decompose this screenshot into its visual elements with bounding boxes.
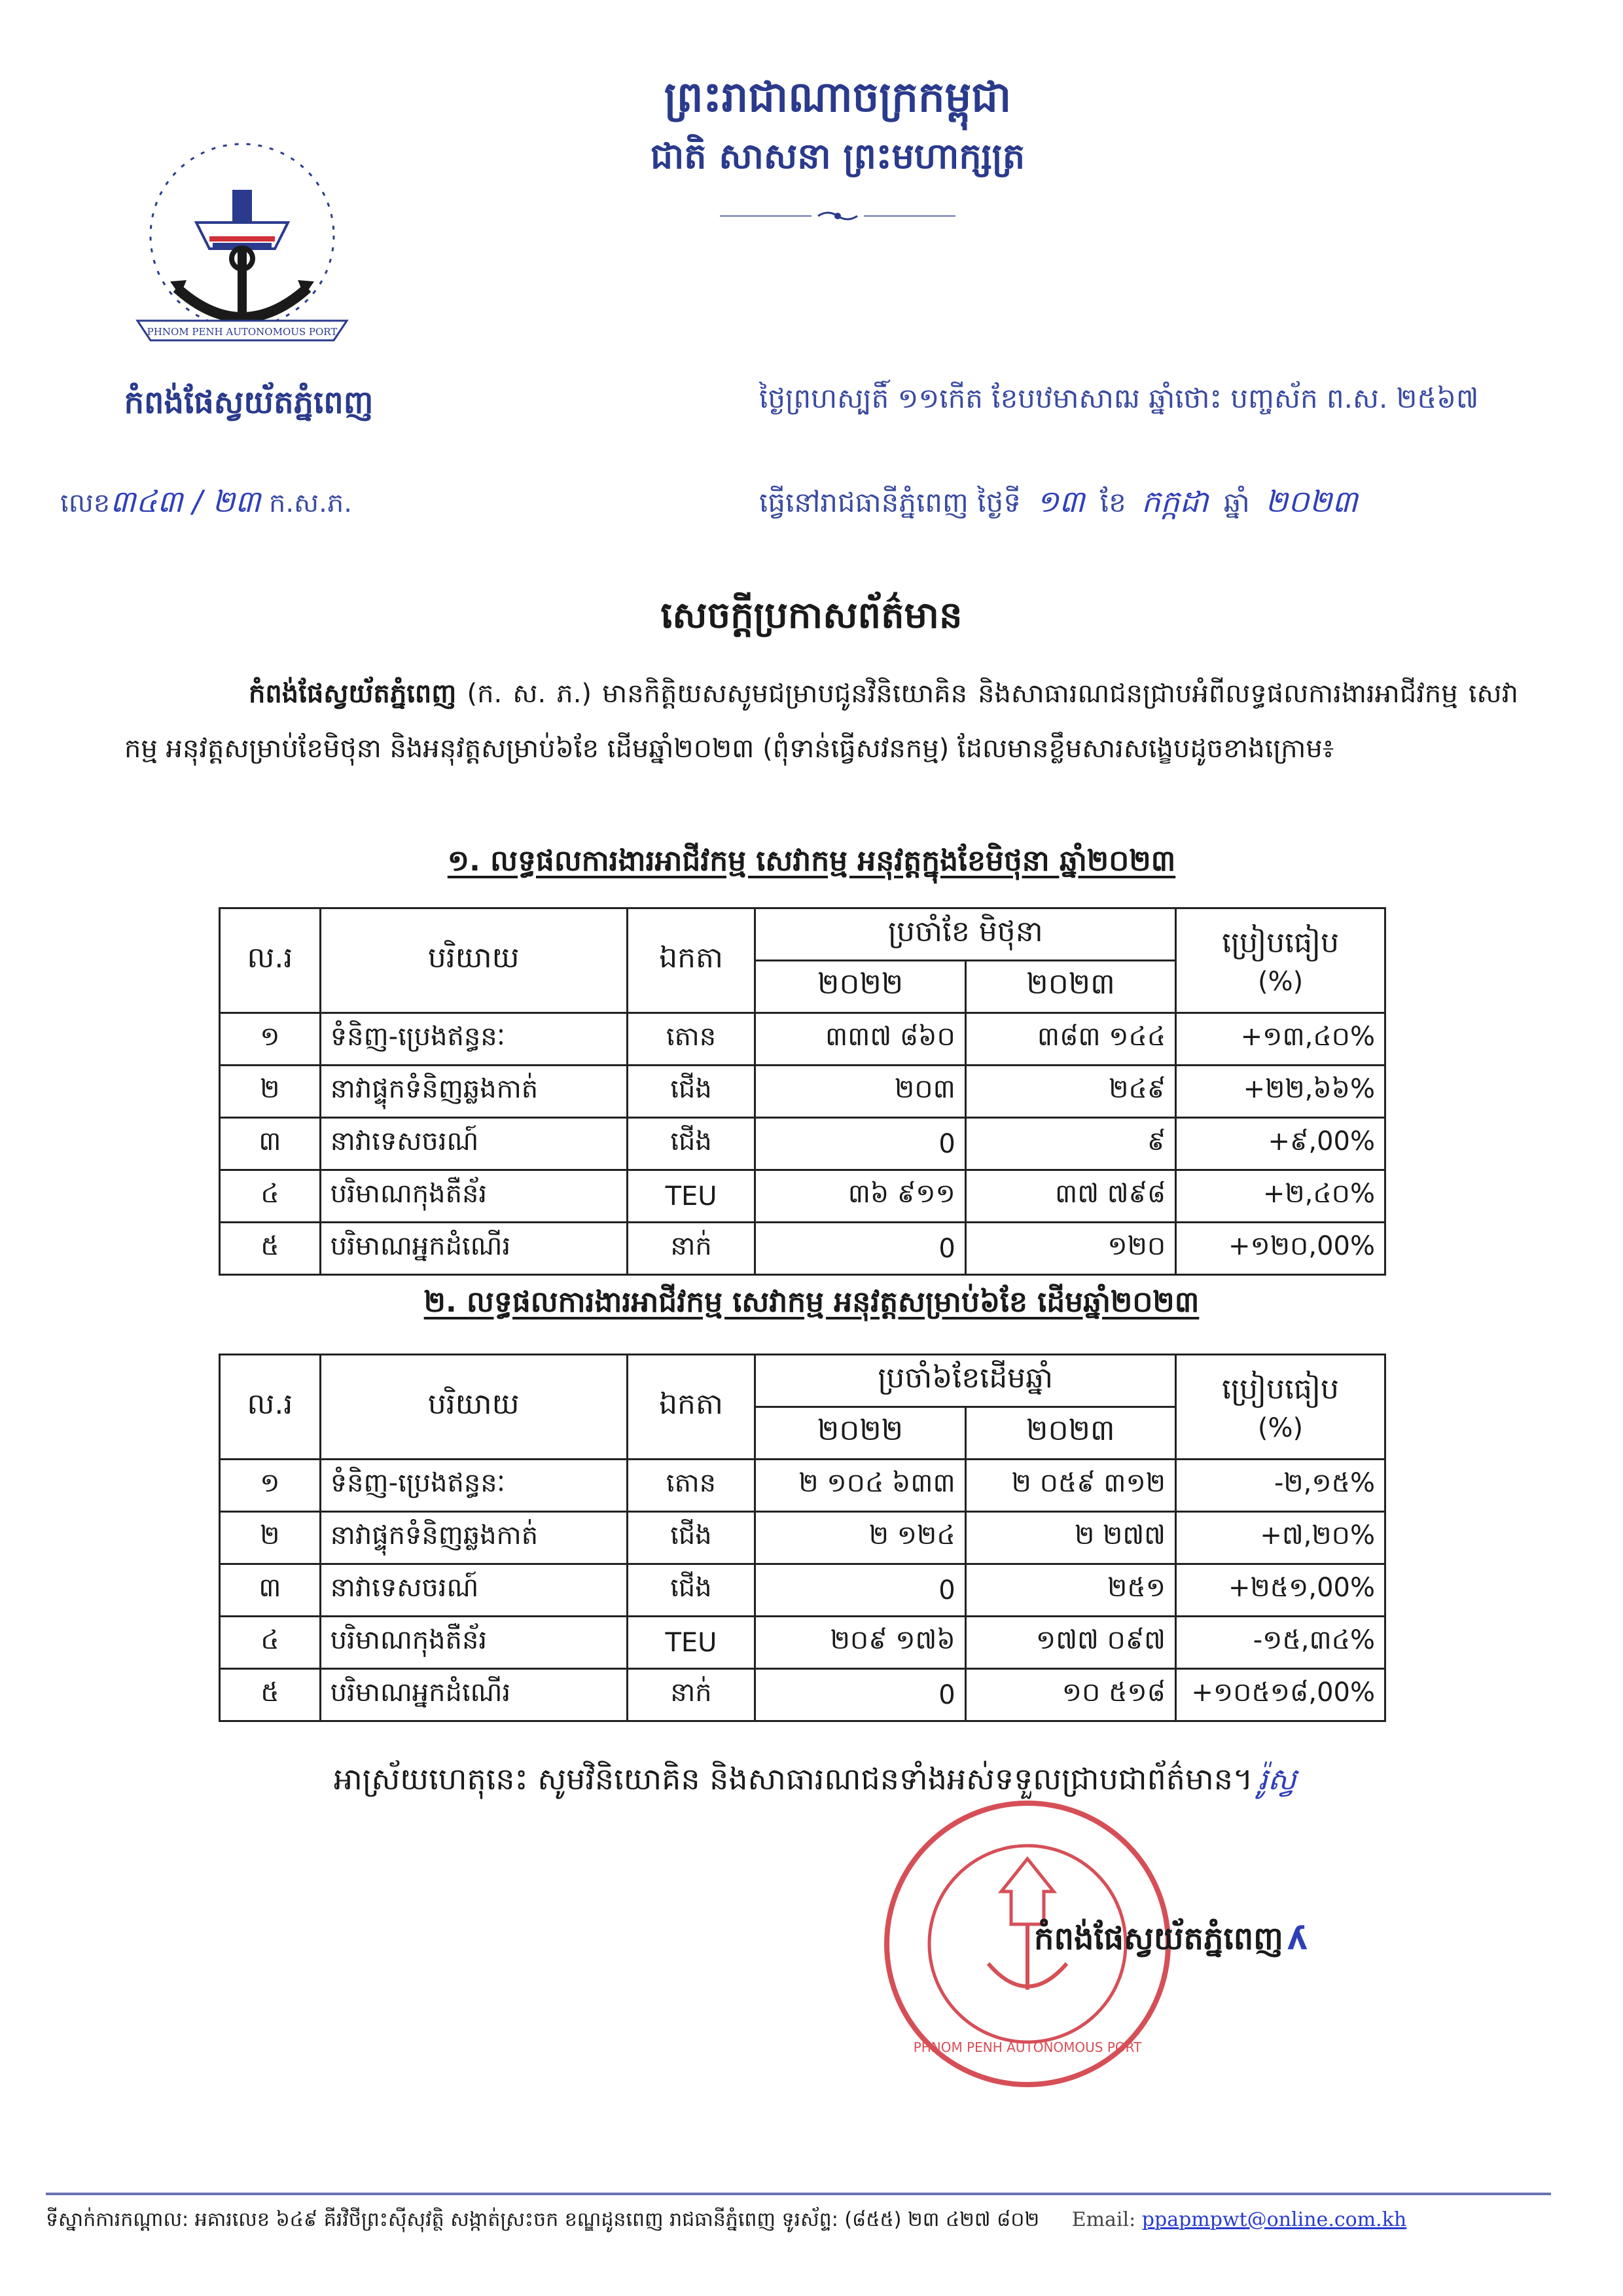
- row-value-2023: ៣៧ ៧៩៨: [965, 1170, 1175, 1223]
- year-label: ឆ្នាំ: [1223, 486, 1250, 518]
- row-value-2022: 0: [755, 1564, 965, 1617]
- col-desc-header: បរិយាយ: [320, 908, 627, 1013]
- row-desc: ទំនិញ-ប្រេងឥន្ធនៈ: [320, 1460, 627, 1512]
- intro-body: (ក. ស. ភ.) មានកិត្តិយសសូមជម្រាបជូនវិនិយោគិន និងសាធារណជនជ្រាបអំពីលទ្ធផលការងារអាជីវកម្ម សេវាកម្ម អនុវត្តសម្រាប់ខែមិថុនា និងអនុវត្តសម្រាប់៦ខែ ដើមឆ្នាំ២០២៣ (ពុំទាន់ធ្វើសវនកម្ម) ដែលមានខ្លឹមសារសង្ខេបដូចខាងក្រោម៖: [124, 679, 1518, 764]
- row-value-2023: ១២០: [965, 1223, 1175, 1275]
- col-year-b-header: ២០២៣: [965, 961, 1175, 1013]
- compare-label: ប្រៀបធៀប: [1222, 1372, 1339, 1406]
- letter-suffix: ក.ស.ភ.: [268, 488, 352, 518]
- table-row: [220, 1564, 1385, 1617]
- col-year-a-header: ២០២២: [755, 1407, 965, 1460]
- section-1-heading: ១. លទ្ធផលការងារអាជីវកម្ម សេវាកម្ម អនុវត្តក្នុងខែមិថុនា ឆ្នាំ២០២៣: [447, 844, 1176, 878]
- national-motto: ជាតិ សាសនា ព្រះមហាក្សត្រ: [650, 135, 1026, 177]
- table-row: [220, 1066, 1385, 1118]
- col-desc-header: បរិយាយ: [320, 1355, 627, 1460]
- row-compare: -២,១៥%: [1176, 1460, 1385, 1512]
- col-period-header: ប្រចាំខែ មិថុនា: [755, 908, 1176, 961]
- row-value-2022: ២ ១០៤ ៦៣៣: [755, 1460, 965, 1512]
- section-2-heading: ២. លទ្ធផលការងារអាជីវកម្ម សេវាកម្ម អនុវត្តសម្រាប់៦ខែ ដើមឆ្នាំ២០២៣: [423, 1285, 1200, 1319]
- stamp-text: PHNOM PENH AUTONOMOUS PORT: [913, 2039, 1142, 2055]
- col-compare-header: [1176, 908, 1385, 1013]
- row-unit: ជើង: [627, 1066, 755, 1118]
- row-value-2023: ២ ២៧៧: [965, 1512, 1175, 1564]
- intro-paragraph: [124, 666, 1518, 776]
- row-value-2023: ៩: [965, 1118, 1175, 1170]
- handwritten-initials: រ៉ូស្វ: [1258, 1761, 1296, 1797]
- footer-address: ទីស្នាក់ការកណ្តាល: អគារលេខ ៦៤៩ គីរវិថីព្រះស៊ីសុវត្ថិ សង្កាត់ស្រះចក ខណ្ឌដូនពេញ រាជធានីភ្នំពេញ ទូរស័ព្ទ: (៨៥៥) ២៣ ៤២៧ ៨០២: [46, 2208, 1040, 2231]
- ornament-divider: [720, 208, 955, 224]
- row-no: ៥: [220, 1669, 321, 1721]
- row-compare: +១២០,00%: [1176, 1223, 1385, 1275]
- row-desc: បរិមាណអ្នកដំណើរ: [320, 1223, 627, 1275]
- row-unit: ជើង: [627, 1564, 755, 1617]
- row-compare: +២,៤០%: [1176, 1170, 1385, 1223]
- row-desc: នាវាផ្ទុកទំនិញឆ្លងកាត់: [320, 1512, 627, 1564]
- row-value-2022: ២០៩ ១៧៦: [755, 1617, 965, 1669]
- row-no: ៣: [220, 1564, 321, 1617]
- percent-label: (%): [1257, 1412, 1304, 1443]
- port-logo: [118, 124, 366, 373]
- table-row: [220, 1170, 1385, 1223]
- intro-lead: កំពង់ផែស្វយ័តភ្នំពេញ: [249, 679, 457, 709]
- place-date: [759, 483, 1364, 527]
- row-no: ៥: [220, 1223, 321, 1275]
- row-desc: ទំនិញ-ប្រេងឥន្ធនៈ: [320, 1013, 627, 1066]
- letter-prefix: លេខ: [60, 488, 111, 518]
- compare-label: ប្រៀបធៀប: [1222, 925, 1340, 960]
- row-value-2022: 0: [755, 1118, 965, 1170]
- row-value-2022: 0: [755, 1223, 965, 1275]
- table-row: [220, 1118, 1385, 1170]
- row-no: ២: [220, 1512, 321, 1564]
- row-value-2023: ៣៨៣ ១៤៤: [965, 1013, 1175, 1066]
- col-period-header: ប្រចាំ៦ខែដើមឆ្នាំ: [755, 1355, 1176, 1407]
- col-year-a-header: ២០២២: [755, 961, 965, 1013]
- row-no: ៤: [220, 1170, 321, 1223]
- row-unit: តោន: [627, 1460, 755, 1512]
- table-row: [220, 1013, 1385, 1066]
- document-title: សេចក្តីប្រកាសព័ត៌មាន: [660, 594, 963, 637]
- col-unit-header: ឯកតា: [627, 1355, 755, 1460]
- row-compare: +២៥១,00%: [1176, 1564, 1385, 1617]
- row-value-2023: ១០ ៥១៨: [965, 1669, 1175, 1721]
- row-unit: តោន: [627, 1013, 755, 1066]
- row-compare: -១៥,៣៤%: [1176, 1617, 1385, 1669]
- row-compare: +២២,៦៦%: [1176, 1066, 1385, 1118]
- col-compare-header: [1176, 1355, 1385, 1460]
- row-value-2022: ២ ១២៤: [755, 1512, 965, 1564]
- row-value-2023: ២៤៩: [965, 1066, 1175, 1118]
- row-desc: បរិមាណកុងតឺន័រ: [320, 1617, 627, 1669]
- day-value: ១៣: [1036, 484, 1085, 519]
- row-compare: +១៣,៤០%: [1176, 1013, 1385, 1066]
- col-unit-header: ឯកតា: [627, 908, 755, 1013]
- row-unit: នាក់: [627, 1223, 755, 1275]
- email-label: Email:: [1071, 2208, 1136, 2231]
- half-year-results-table: [219, 1354, 1386, 1722]
- table-row: [220, 1669, 1385, 1721]
- row-value-2023: ១៧៧ ០៩៧: [965, 1617, 1175, 1669]
- row-value-2022: ៣៦ ៩១១: [755, 1170, 965, 1223]
- col-no-header: ល.រ: [220, 908, 321, 1013]
- row-unit: ជើង: [627, 1512, 755, 1564]
- row-value-2022: ៣៣៧ ៨៦០: [755, 1013, 965, 1066]
- lunar-date: ថ្ងៃព្រហស្បតិ៍ ១១កើត ខែបឋមាសាឍ ឆ្នាំថោះ បញ្ចស័ក ព.ស. ២៥៦៧: [759, 382, 1479, 414]
- row-value-2023: ២៥១: [965, 1564, 1175, 1617]
- row-unit: TEU: [627, 1617, 755, 1669]
- col-year-b-header: ២០២៣: [965, 1407, 1175, 1460]
- row-desc: នាវាទេសចរណ៍: [320, 1118, 627, 1170]
- place-date-prefix: ធ្វើនៅរាជធានីភ្នំពេញ ថ្ងៃទី: [759, 486, 1021, 518]
- conclusion-body: អាស្រ័យហេតុនេះ សូមវិនិយោគិន និងសាធារណជនទាំងអស់ទទួលជ្រាបជាព័ត៌មាន។: [334, 1761, 1253, 1797]
- row-desc: នាវាផ្ទុកទំនិញឆ្លងកាត់: [320, 1066, 627, 1118]
- percent-label: (%): [1257, 966, 1304, 997]
- row-value-2022: 0: [755, 1669, 965, 1721]
- monthly-results-table: [219, 907, 1386, 1276]
- row-unit: ជើង: [627, 1118, 755, 1170]
- row-value-2023: ២ ០៥៩ ៣១២: [965, 1460, 1175, 1512]
- signature-mark: ʎ: [1287, 1920, 1308, 1957]
- signatory-label: កំពង់ផែស្វយ័តភ្នំពេញ: [1034, 1920, 1283, 1957]
- month-label: ខែ: [1099, 486, 1126, 518]
- row-desc: បរិមាណអ្នកដំណើរ: [320, 1669, 627, 1721]
- table-row: [220, 1223, 1385, 1275]
- signatory-name: [1034, 1919, 1308, 1965]
- table-row: [220, 1617, 1385, 1669]
- letter-number-value: ៣៤៣ / ២៣: [110, 484, 261, 519]
- row-value-2022: ២០៣: [755, 1066, 965, 1118]
- month-value: កក្កដា: [1141, 484, 1209, 519]
- row-no: ១: [220, 1460, 321, 1512]
- email-link[interactable]: ppapmpwt@online.com.kh: [1141, 2208, 1407, 2231]
- footer: [46, 2207, 1577, 2236]
- row-no: ៣: [220, 1118, 321, 1170]
- table-row: [220, 1460, 1385, 1512]
- row-desc: បរិមាណកុងតឺន័រ: [320, 1170, 627, 1223]
- logo-ribbon-text: PHNOM PENH AUTONOMOUS PORT: [147, 326, 338, 338]
- org-name: កំពង់ផែស្វយ័តភ្នំពេញ: [124, 384, 374, 421]
- year-value: ២០២៣: [1265, 484, 1358, 519]
- row-no: ២: [220, 1066, 321, 1118]
- row-unit: TEU: [627, 1170, 755, 1223]
- letter-number: [60, 483, 352, 527]
- row-no: ៤: [220, 1617, 321, 1669]
- row-no: ១: [220, 1013, 321, 1066]
- kingdom-heading: ព្រះរាជាណាចក្រកម្ពុជា: [664, 73, 1012, 122]
- table-row: [220, 1512, 1385, 1564]
- row-desc: នាវាទេសចរណ៍: [320, 1564, 627, 1617]
- col-no-header: ល.រ: [220, 1355, 321, 1460]
- row-unit: នាក់: [627, 1669, 755, 1721]
- footer-divider: [46, 2193, 1551, 2195]
- row-compare: +៩,00%: [1176, 1118, 1385, 1170]
- row-compare: +១០៥១៨,00%: [1176, 1669, 1385, 1721]
- row-compare: +៧,២០%: [1176, 1512, 1385, 1564]
